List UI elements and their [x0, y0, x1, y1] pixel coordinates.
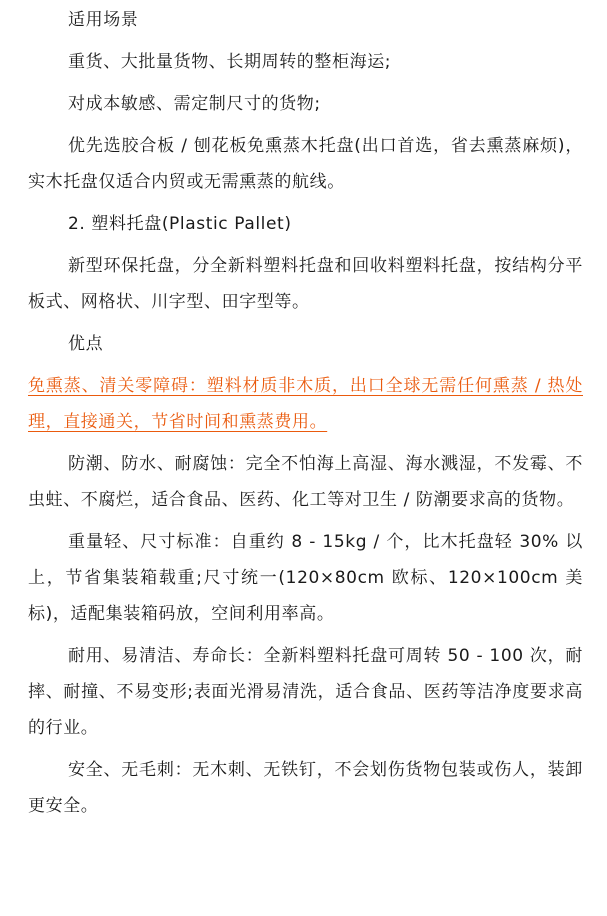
- paragraph-scenario-cost-sensitive: 对成本敏感、需定制尺寸的货物;: [68, 94, 321, 114]
- paragraph-advantage-lightweight: 重量轻、尺寸标准：自重约 8 - 15kg / 个，比木托盘轻 30% 以上，节省集装箱载重;尺寸统一(120×80cm 欧标、120×100cm 美标)，适配集装箱码放，空间利用率高。: [28, 532, 583, 624]
- section-heading-scenarios: 适用场景: [68, 10, 139, 30]
- paragraph-highlight-fumigation-free: 免熏蒸、清关零障碍：塑料材质非木质，出口全球无需任何熏蒸 / 热处理，直接通关，节省时间和熏蒸费用。: [28, 376, 583, 432]
- paragraph-advantage-safety: 安全、无毛刺：无木刺、无铁钉，不会划伤货物包装或伤人，装卸更安全。: [28, 760, 583, 816]
- section-heading-advantages: 优点: [68, 334, 104, 354]
- paragraph-scenario-heavy-goods: 重货、大批量货物、长期周转的整柜海运;: [68, 52, 392, 72]
- section-heading-plastic-pallet: 2. 塑料托盘(Plastic Pallet): [68, 214, 292, 234]
- paragraph-plastic-intro: 新型环保托盘，分全新料塑料托盘和回收料塑料托盘，按结构分平板式、网格状、川字型、田字型等。: [28, 256, 583, 312]
- paragraph-advantage-moisture: 防潮、防水、耐腐蚀：完全不怕海上高湿、海水溅湿，不发霉、不虫蛀、不腐烂，适合食品、医药、化工等对卫生 / 防潮要求高的货物。: [28, 454, 583, 510]
- paragraph-scenario-recommendation: 优先选胶合板 / 刨花板免熏蒸木托盘(出口首选，省去熏蒸麻烦)，实木托盘仅适合内贸或无需熏蒸的航线。: [28, 136, 583, 192]
- paragraph-advantage-durable: 耐用、易清洁、寿命长：全新料塑料托盘可周转 50 - 100 次，耐摔、耐撞、不易变形;表面光滑易清洗，适合食品、医药等洁净度要求高的行业。: [28, 646, 583, 738]
